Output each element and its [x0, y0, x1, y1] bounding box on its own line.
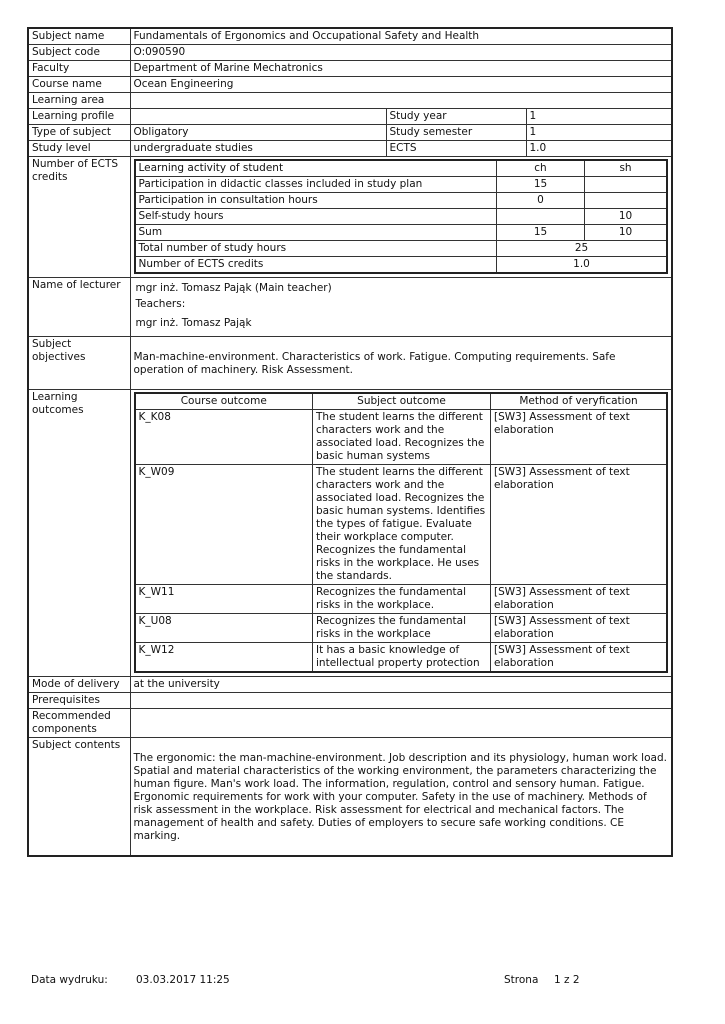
main-teacher: mgr inż. Tomasz Pająk (Main teacher) — [135, 282, 332, 294]
ects-credits-label: Number of ECTS credits — [28, 157, 130, 278]
course-name-label: Course name — [28, 77, 130, 93]
objectives-row — [28, 337, 672, 390]
delivery-value: at the university — [130, 677, 672, 693]
ects-ch: 15 — [497, 177, 585, 193]
level-label: Study level — [28, 141, 130, 157]
outcome-subject: Recognizes the fundamental risks in the workplace. — [313, 585, 491, 614]
syllabus-page — [27, 27, 671, 857]
outcomes-row — [28, 390, 672, 677]
course-name-value: Ocean Engineering — [130, 77, 672, 93]
learning-profile-value — [130, 109, 386, 125]
ects-total-value: 25 — [497, 241, 668, 257]
ects-activity: Self-study hours — [135, 209, 497, 225]
outcome-course: K_W11 — [135, 585, 313, 614]
subject-code-label: Subject code — [28, 45, 130, 61]
lecturer-row — [28, 278, 672, 337]
learning-area-value — [130, 93, 672, 109]
learning-profile-row — [28, 109, 672, 125]
ects-value: 1.0 — [526, 141, 672, 157]
outcome-row — [135, 585, 668, 614]
outcome-course: K_K08 — [135, 410, 313, 465]
outcome-method: [SW3] Assessment of text elaboration — [491, 643, 668, 673]
outcome-subject: The student learns the different characters work and the associated load. Recognizes the basic human systems. Identifies the types of fatigue. Evaluate their workplace computer. Recognizes the fundamental risks in the workplace. He uses the standards. — [313, 465, 491, 585]
subject-code-row — [28, 45, 672, 61]
outcome-course: K_W09 — [135, 465, 313, 585]
outcome-row — [135, 614, 668, 643]
learning-area-label: Learning area — [28, 93, 130, 109]
lecturer-label: Name of lecturer — [28, 278, 130, 337]
outcome-row — [135, 465, 668, 585]
recommended-row — [28, 709, 672, 738]
ects-row-item — [135, 193, 668, 209]
delivery-row — [28, 677, 672, 693]
ects-row-item — [135, 209, 668, 225]
page-label: Strona — [504, 974, 539, 986]
outcome-method: [SW3] Assessment of text elaboration — [491, 410, 668, 465]
outcomes-head-subject: Subject outcome — [313, 393, 491, 410]
ects-total-row — [135, 241, 668, 257]
study-year-value: 1 — [526, 109, 672, 125]
outcome-row — [135, 410, 668, 465]
ects-activity: Sum — [135, 225, 497, 241]
ects-head-activity: Learning activity of student — [135, 160, 497, 177]
ects-head-ch: ch — [497, 160, 585, 177]
ects-total-label: Total number of study hours — [135, 241, 497, 257]
subject-name-row — [28, 28, 672, 45]
print-date: 03.03.2017 11:25 — [136, 974, 230, 986]
outcome-course: K_U08 — [135, 614, 313, 643]
type-row — [28, 125, 672, 141]
ects-ch: 15 — [497, 225, 585, 241]
ects-sh — [585, 177, 668, 193]
ects-label: ECTS — [386, 141, 526, 157]
outcome-method: [SW3] Assessment of text elaboration — [491, 614, 668, 643]
teacher-name: mgr inż. Tomasz Pająk — [135, 317, 252, 329]
outcome-method: [SW3] Assessment of text elaboration — [491, 585, 668, 614]
syllabus-table — [27, 27, 673, 857]
print-date-label: Data wydruku: — [31, 974, 108, 986]
type-value: Obligatory — [130, 125, 386, 141]
outcome-row — [135, 643, 668, 673]
outcome-subject: It has a basic knowledge of intellectual property protection — [313, 643, 491, 673]
course-name-row — [28, 77, 672, 93]
ects-credits-value: 1.0 — [497, 257, 668, 274]
outcome-method: [SW3] Assessment of text elaboration — [491, 465, 668, 585]
faculty-row — [28, 61, 672, 77]
semester-label: Study semester — [386, 125, 526, 141]
ects-credits-row-label: Number of ECTS credits — [135, 257, 497, 274]
ects-row-item — [135, 225, 668, 241]
recommended-value — [130, 709, 672, 738]
ects-sh: 10 — [585, 225, 668, 241]
subject-name-label: Subject name — [28, 28, 130, 45]
subject-name-value: Fundamentals of Ergonomics and Occupational Safety and Health — [130, 28, 672, 45]
study-year-label: Study year — [386, 109, 526, 125]
outcome-subject: Recognizes the fundamental risks in the workplace — [313, 614, 491, 643]
ects-ch: 0 — [497, 193, 585, 209]
faculty-value: Department of Marine Mechatronics — [130, 61, 672, 77]
outcomes-label: Learning outcomes — [28, 390, 130, 677]
subject-code-value: O:090590 — [130, 45, 672, 61]
objectives-label: Subject objectives — [28, 337, 130, 390]
ects-credits-row — [135, 257, 668, 274]
prerequisites-row — [28, 693, 672, 709]
outcome-course: K_W12 — [135, 643, 313, 673]
delivery-label: Mode of delivery — [28, 677, 130, 693]
page-number: 1 z 2 — [554, 974, 580, 986]
contents-row — [28, 738, 672, 857]
outcomes-table — [134, 392, 669, 673]
ects-head-sh: sh — [585, 160, 668, 177]
teachers-label: Teachers: — [135, 298, 186, 310]
level-value: undergraduate studies — [130, 141, 386, 157]
ects-row — [28, 157, 672, 278]
ects-activity: Participation in consultation hours — [135, 193, 497, 209]
page-footer — [31, 974, 591, 988]
ects-ch — [497, 209, 585, 225]
recommended-label: Recommended components — [28, 709, 130, 738]
ects-activity: Participation in didactic classes included in study plan — [135, 177, 497, 193]
type-label: Type of subject — [28, 125, 130, 141]
prerequisites-value — [130, 693, 672, 709]
outcomes-head-course: Course outcome — [135, 393, 313, 410]
ects-row-item — [135, 177, 668, 193]
faculty-label: Faculty — [28, 61, 130, 77]
level-row — [28, 141, 672, 157]
prerequisites-label: Prerequisites — [28, 693, 130, 709]
outcome-subject: The student learns the different characters work and the associated load. Recognizes the basic human systems — [313, 410, 491, 465]
learning-profile-label: Learning profile — [28, 109, 130, 125]
objectives-text: Man-machine-environment. Characteristics of work. Fatigue. Computing requirements. Safe operation of machinery. Risk Assessment. — [133, 351, 616, 376]
contents-text: The ergonomic: the man-machine-environment. Job description and its physiology, human work load. Spatial and material characteristics of the working environment, the parameters characterizing the human figure. Man's work load. The information, regulation, control and sensory human. Fatigue. Ergonomic requirements for work with your computer. Safety in the use of machinery. Methods of risk assessment in the workplace. Risk assessment for electrical and mechanical factors. The management of health and safety. Duties of employers to secure safe working conditions. CE marking. — [133, 752, 667, 842]
contents-label: Subject contents — [28, 738, 130, 857]
semester-value: 1 — [526, 125, 672, 141]
learning-area-row — [28, 93, 672, 109]
outcomes-head-method: Method of veryfication — [491, 393, 668, 410]
ects-sh — [585, 193, 668, 209]
ects-sh: 10 — [585, 209, 668, 225]
ects-table — [134, 159, 669, 274]
